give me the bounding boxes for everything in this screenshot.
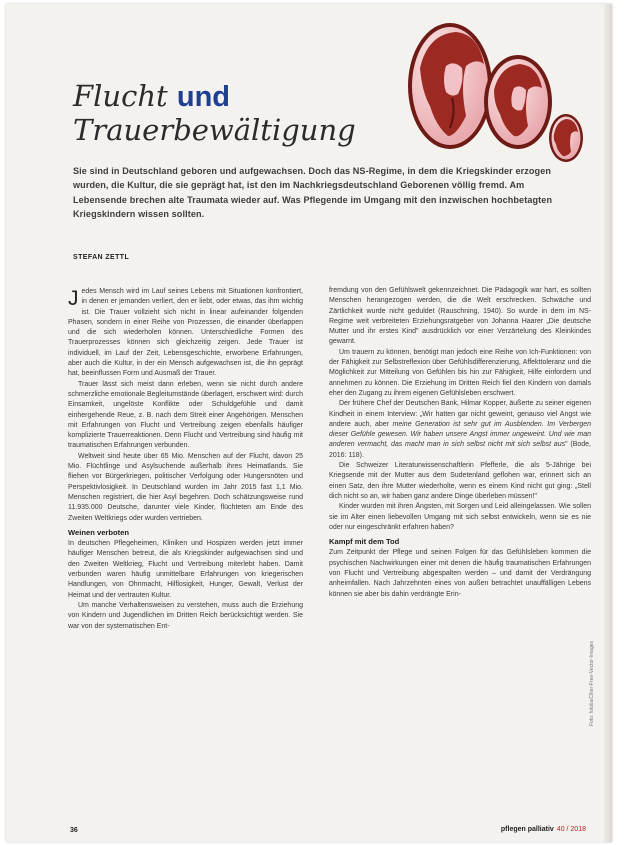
- left-column: [68, 287, 303, 632]
- page-edge: [604, 4, 612, 842]
- title-line1: Flucht: [73, 79, 168, 114]
- page-number: 36: [70, 827, 78, 834]
- left-paragraph-5: Um manche Verhaltensweisen zu verstehen, muss auch die Erziehung von Kindern und Jugendlichen im Dritten Reich berücksichtigt werden. Sie war von der systematischen Ent-: [68, 601, 303, 630]
- journal-footer: [501, 826, 586, 833]
- quote-citation: " (Bode, 2016: 118).: [329, 441, 592, 459]
- title-accent: und: [176, 81, 231, 114]
- title-line2: Trauerbewältigung: [73, 113, 356, 148]
- right-paragraph-3: [329, 399, 591, 461]
- left-paragraph-2: Trauer lässt sich meist dann erleben, wenn sie nicht durch andere schmerzliche emotionale Begleitumstände überlagert, erschwert wird: durch Einsamkeit, ungelöste Konflikte oder Schuldgefühle und damit einhergehende Reue, z. B. nach dem Streit einer Angehörigen. Menschen mit Erfahrungen von Flucht und Vertreibung zeigen ebenfalls häufiger komplizierte Trauerreaktionen. Denn Flucht und Vertreibung sind häufig mit traumatischen Erfahrungen verbunden.: [68, 380, 303, 450]
- left-paragraph-3: Weltweit sind heute über 65 Mio. Menschen auf der Flucht, davon 25 Mio. Flüchtlinge und Asylsuchende außerhalb ihres Heimatlands. Sie fliehen vor Bürgerkriegen, politischer Verfolgung oder Hungersnöten und Perspektivlosigkeit. In Deutschland wurden im Jahr 2015 fast 1,1 Mio. Menschen registriert, die hier Asyl begehren. Doch schätzungsweise rund 11.935.000 Deutsche, darunter viele Kinder, flüchteten am Ende des Zweiten Weltkriegs oder wurden vertrieben.: [68, 452, 303, 522]
- quote-italic: meine Generation ist sehr gut im Ausblenden. Im Verbergen dieser Gefühle gewesen. Wir haben unsere Angst immer ungeweint. Und wie man anderen vermacht, das macht man in sich selbst nicht mit sich selbst aus: [329, 420, 592, 449]
- magazine-page: [6, 4, 612, 842]
- journal-issue: 40 / 2018: [556, 826, 586, 833]
- medium-egg: [484, 55, 552, 149]
- subheading-kampf-mit-dem-tod: Kampf mit dem Tod: [329, 537, 400, 547]
- right-paragraph-2: Um trauern zu können, benötigt man jedoch eine Reihe von Ich-Funktionen: von der Fähigkeit zur Selbstreflexion über Gefühlsdifferenzierung, Affekttoleranz und die Möglichkeit zur Mitteilung von Gefühlen bis hin zur Fähigkeit, Hilfe einfordern und annehmen zu können. Die Erziehung im Dritten Reich fiel den Kindern von damals eher den Zugang zu ihrem eigenen Gefühlsleben erschwert.: [329, 348, 591, 397]
- author-byline: STEFAN ZETTL: [73, 254, 130, 261]
- right-paragraph-1: fremdung von den Gefühlswelt gekennzeichnet. Die Pädagogik war hart, es sollten Menschen herangezogen werden, die die Welt erschrecken. Schwäche und Zärtlichkeit wurde nicht geduldet (Rauschning, 1940). So wurde in dem im NS-Regime weit verbreiteten Erziehungsratgeber von Johanna Haarer „Die deutsche Mutter und ihr erstes Kind" ausdrücklich vor einer Verzärtelung des Kleinkindes gewarnt.: [329, 287, 591, 346]
- article-title: [73, 80, 356, 147]
- right-paragraph-5: Kinder wurden mit ihren Ängsten, mit Sorgen und Leid alleingelassen. Wie sollen sie im Alter einen liebevollen Umgang mit sich selbst entwickeln, wenn sie es nie oder nur eingeschränkt erfahren haben?: [329, 503, 591, 531]
- subheading-weinen-verboten: Weinen verboten: [68, 527, 130, 537]
- quote-intro: Der frühere Chef der Deutschen Bank, Hilmar Kopper, äußerte zu seiner eigenen Kindheit in einem Interview: „Wir hatten gar nicht geweint, genauso viel Angst wie andere auch, aber: [329, 400, 591, 428]
- right-column: [329, 286, 591, 600]
- photo-credit: Foto: fotolia/Clker-Free-Vector-Images: [589, 640, 595, 726]
- right-paragraph-4: Die Schweizer Literaturwissenschaftlerin Pfefferle, die als 5-Jährige bei Kriegsende mit der Mutter aus dem Sudetenland geflohen war, erinnert sich an einen Satz, den ihre Mutter wiederholte, wenn es einem Kind nicht gut ging: „Stell dich nicht so an, wir haben ganz andere Dinge überleben müssen!": [329, 462, 591, 500]
- lead-paragraph: Sie sind in Deutschland geboren und aufgewachsen. Doch das NS-Regime, in dem die Kriegskinder erzogen wurden, die Kultur, die sie geprägt hat, ist den im Nachkriegsdeutschland Geborenen völlig fremd. Am Lebensende brechen alte Traumata wieder auf. Was Pflegende im Umgang mit den inzwischen hochbetagten Kriegskindern wissen sollten.: [73, 166, 553, 219]
- left-paragraph-1: [68, 287, 303, 380]
- egg-illustration: [406, 16, 586, 186]
- small-egg: [549, 114, 583, 162]
- left-paragraph-1-text: edes Mensch wird im Lauf seines Lebens mit Situationen konfrontiert, in denen er jemanden verliert, den er liebt, oder etwas, das ihm wichtig ist. Die Trauer vollzieht sich nicht in linear aufeinander folgenden Phasen, sondern in einer Reihe von Prozessen, die einander überlappen und die sich wiederholen können. Unterschiedliche Formen des Trauerprozesses können sich gleichzeitig zeigen. Jede Trauer ist individuell, im Lauf der Zeit, Lebensgeschichte, erworbene Erfahrungen, aber auch die Kultur, in der ein Mensch aufgewachsen ist, die ihn geprägt hat, beeinflussen Form und Ausmaß der Trauer.: [68, 288, 303, 378]
- right-paragraph-6: Zum Zeitpunkt der Pflege und seinen Folgen für das Gefühlsleben kommen die psychischen Nachwirkungen einer mit denen die häufig traumatischen Erfahrungen von Flucht und Vertreibung abgespalten werden – und damit der Verdrängung anheimfallen. Nach Jahrzehnten eines von außen betrachtet unauffälligen Lebens können sie aber bis dahin verdrängte Erin-: [329, 549, 591, 598]
- large-egg: [408, 23, 492, 149]
- drop-cap: J: [68, 287, 79, 310]
- left-paragraph-4: In deutschen Pflegeheimen, Kliniken und Hospizen werden jetzt immer häufiger Menschen betreut, die als Kriegskinder aufgewachsen sind und den Zweiten Weltkrieg, Flucht und Vertreibung miterlebt haben. Damit verbunden waren häufig unmittelbare Erfahrungen von kriegerischen Handlungen, von Ohnmacht, Hilflosigkeit, Hunger, Gewalt, Verlust der Heimat und der vertrauten Kultur.: [68, 540, 303, 599]
- journal-name: pflegen palliativ: [500, 826, 554, 833]
